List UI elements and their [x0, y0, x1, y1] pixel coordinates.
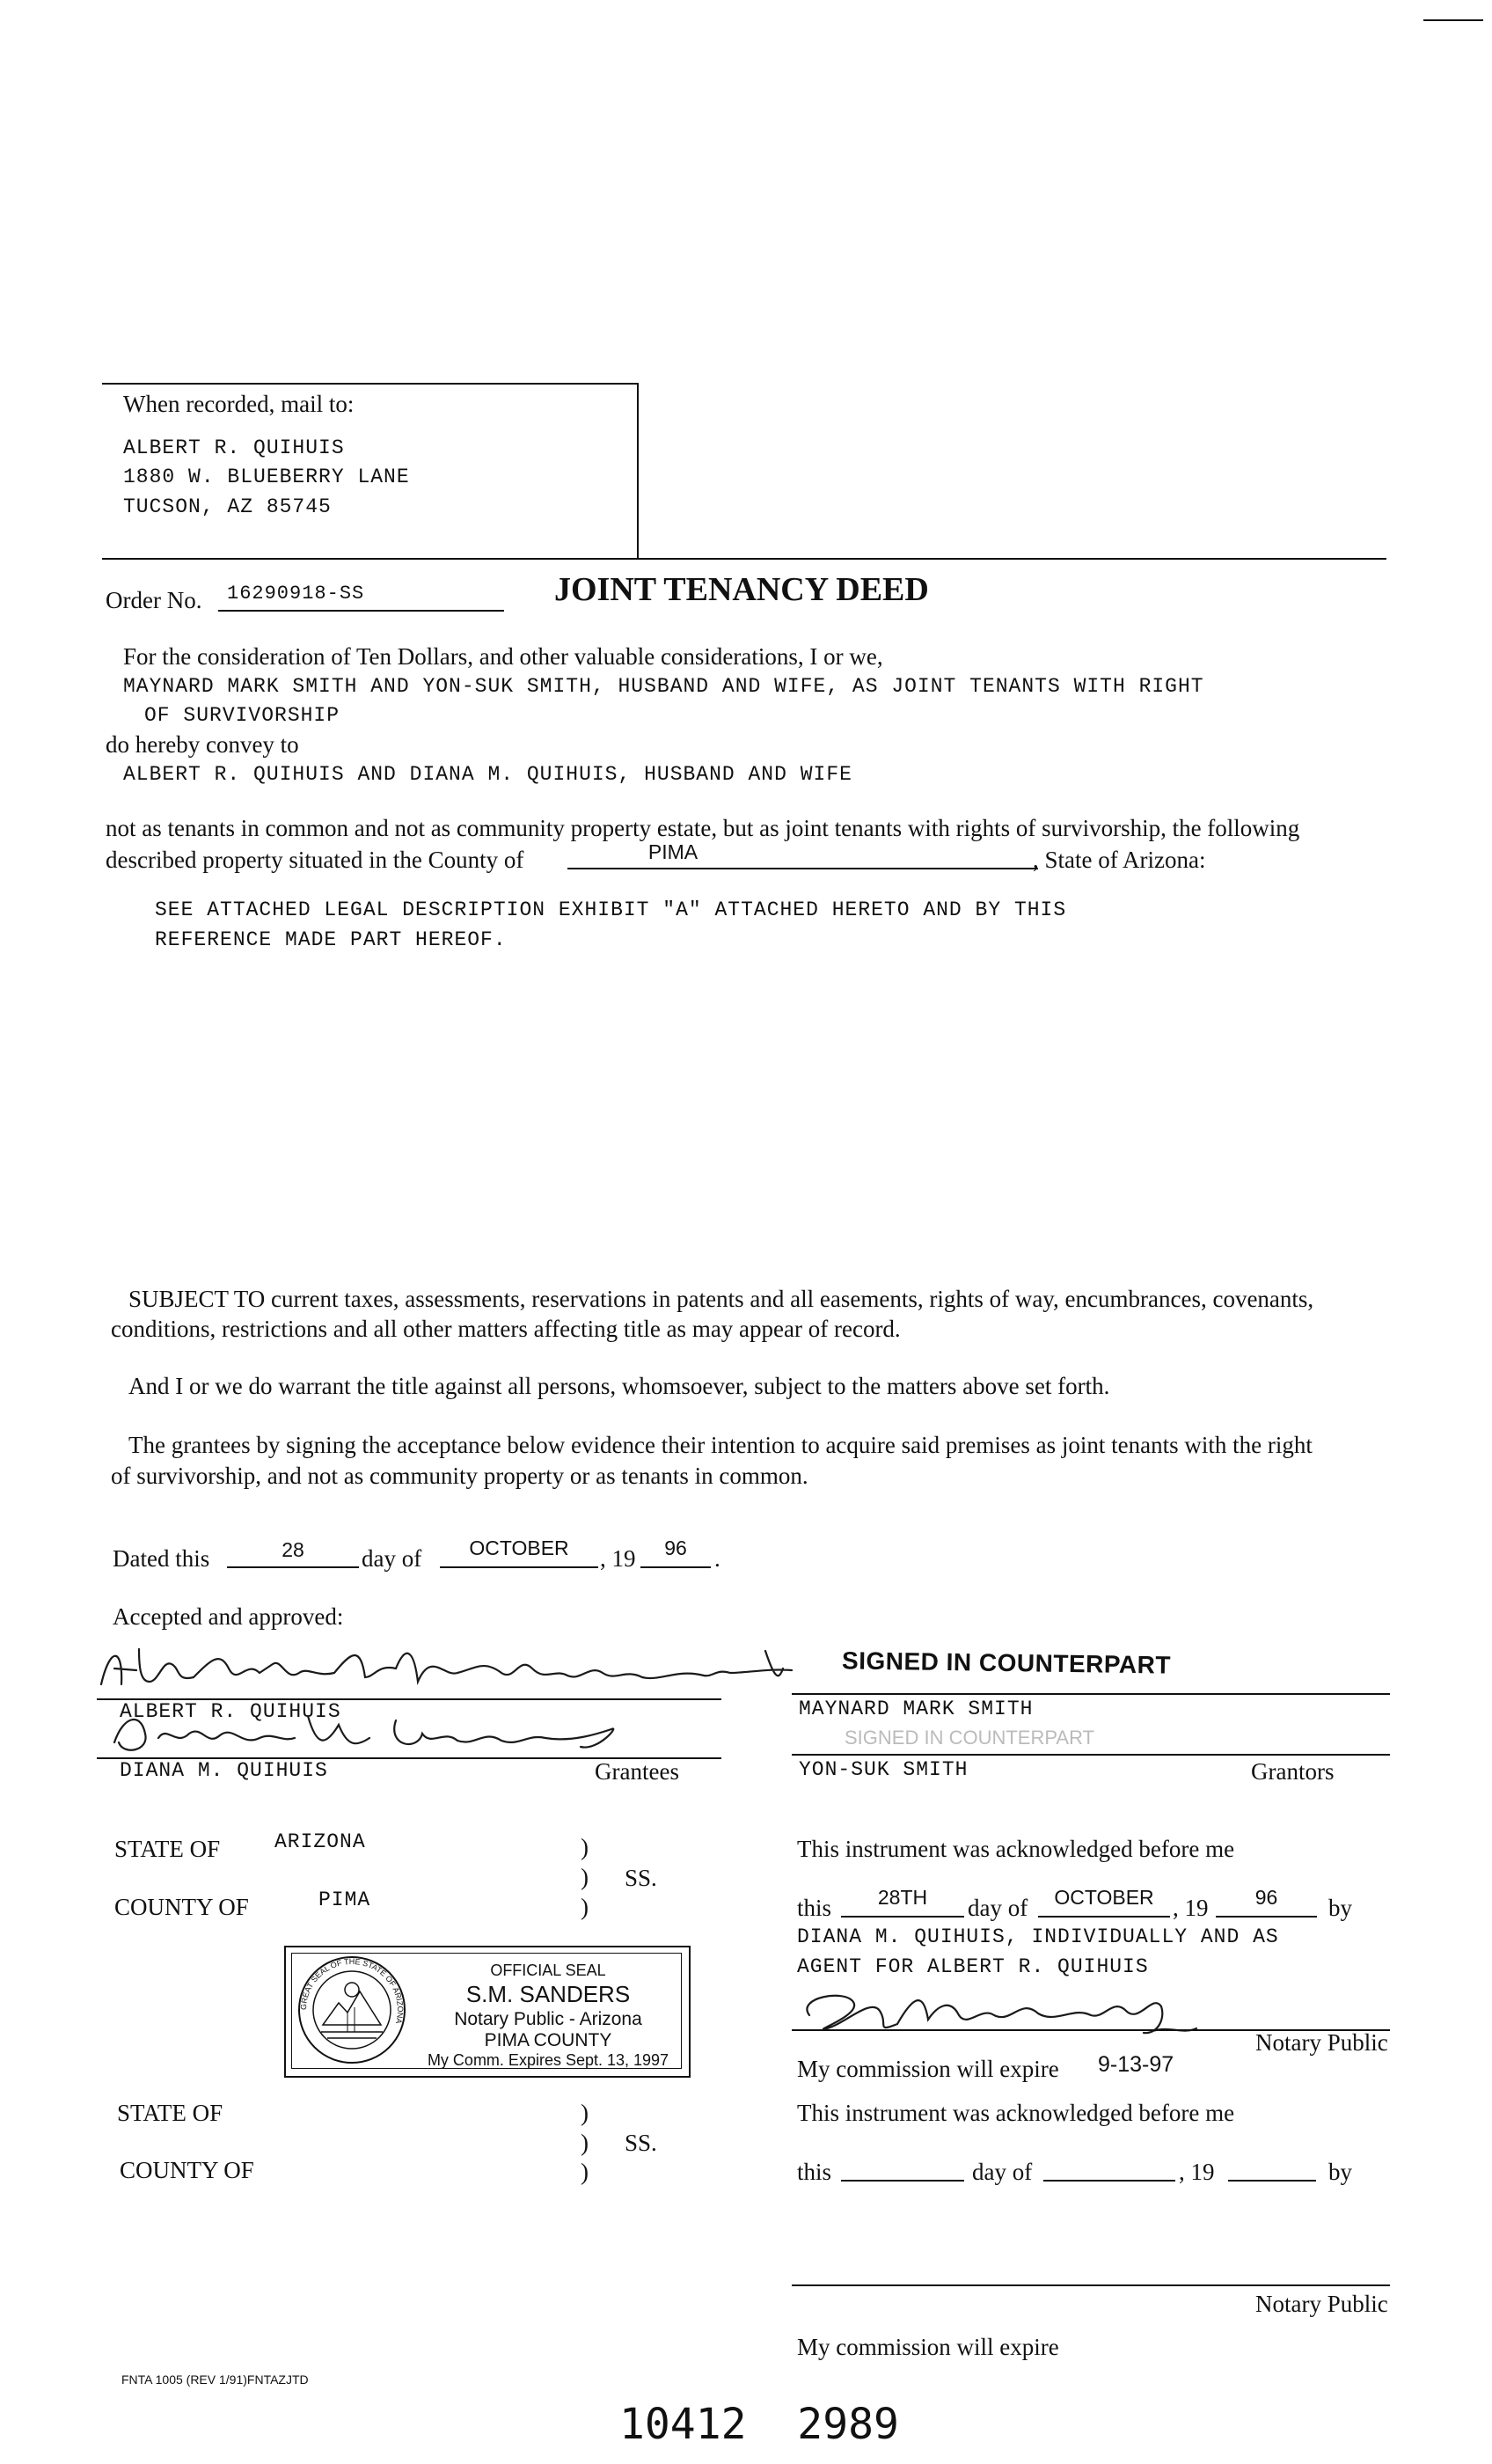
- ack1-paren-2: ): [581, 1864, 589, 1890]
- dated-year-prefix: , 19: [600, 1545, 636, 1572]
- dated-year-line: [640, 1566, 711, 1568]
- ack1-day-line: [841, 1916, 964, 1918]
- grantor-2-faint-stamp: SIGNED IN COUNTERPART: [845, 1727, 1094, 1749]
- convey-text: do hereby convey to: [106, 731, 299, 758]
- tenancy-line-1: not as tenants in common and not as community property estate, but as joint tenants with rights of survivorship, the following: [106, 815, 1300, 841]
- top-right-rule: [1423, 19, 1483, 21]
- ack2-by: by: [1328, 2159, 1352, 2185]
- ack2-paren-1: ): [581, 2100, 589, 2126]
- ack2-day-of: day of: [972, 2159, 1033, 2185]
- notary-official-seal: [284, 1946, 689, 2076]
- ack1-day-value: 28TH: [877, 1886, 928, 1909]
- seal-line-name: S.M. SANDERS: [465, 1981, 631, 2007]
- ack1-by-line-1: DIANA M. QUIHUIS, INDIVIDUALLY AND AS: [797, 1925, 1279, 1948]
- dated-day-of: day of: [362, 1545, 422, 1572]
- dated-month-value: OCTOBER: [469, 1536, 569, 1559]
- ack1-commission-date: 9-13-97: [1098, 2052, 1174, 2077]
- grantees-label: Grantees: [595, 1758, 679, 1785]
- grantors-label: Grantors: [1251, 1758, 1335, 1785]
- grantor-2-signature-line: [792, 1754, 1390, 1756]
- legal-description-line-1: SEE ATTACHED LEGAL DESCRIPTION EXHIBIT "A" ATTACHED HERETO AND BY THIS: [155, 898, 1067, 921]
- seal-line-notary: Notary Public - Arizona: [454, 2009, 642, 2029]
- seal-line-county: PIMA COUNTY: [484, 2030, 612, 2050]
- seal-line-official: OFFICIAL SEAL: [490, 1962, 606, 1979]
- ack2-notary-line: [792, 2284, 1390, 2286]
- order-number-value: 16290918-SS: [227, 583, 365, 605]
- order-number-label: Order No.: [106, 587, 202, 613]
- ack1-year-value: 96: [1254, 1886, 1278, 1909]
- dated-day-value: 28: [282, 1538, 304, 1561]
- legal-description-line-2: REFERENCE MADE PART HEREOF.: [155, 928, 507, 951]
- ack1-this: this: [797, 1895, 832, 1921]
- dated-year-value: 96: [664, 1536, 687, 1559]
- ack1-commission-label: My commission will expire: [797, 2056, 1059, 2082]
- ack1-by-line-2: AGENT FOR ALBERT R. QUIHUIS: [797, 1955, 1149, 1978]
- ack1-month-value: OCTOBER: [1054, 1886, 1154, 1909]
- document-title: JOINT TENANCY DEED: [554, 571, 929, 608]
- grantor-2-name: YON-SUK SMITH: [799, 1758, 969, 1781]
- ack2-this: this: [797, 2159, 832, 2185]
- ack2-commission-label: My commission will expire: [797, 2334, 1059, 2360]
- ack1-state-label: STATE OF: [114, 1836, 221, 1862]
- property-county-line: [567, 868, 1038, 869]
- form-code: FNTA 1005 (REV 1/91)FNTAZJTD: [121, 2372, 309, 2387]
- ack1-year-line: [1216, 1916, 1317, 1918]
- ack1-day-of: day of: [968, 1895, 1028, 1921]
- ack2-day-line: [841, 2180, 964, 2182]
- ack1-year-prefix: , 19: [1173, 1895, 1209, 1921]
- ack2-paren-3: ): [581, 2159, 589, 2185]
- mail-box-top-border: [102, 383, 639, 385]
- tenancy-line-2-suffix: , State of Arizona:: [1033, 847, 1206, 873]
- ack1-notary-label: Notary Public: [1255, 2029, 1388, 2056]
- grantees-note-line-2: of survivorship, and not as community property or as tenants in common.: [111, 1463, 808, 1489]
- ack1-ss: SS.: [625, 1865, 657, 1891]
- accepted-approved-label: Accepted and approved:: [113, 1603, 344, 1630]
- grantee-2-signature: [106, 1707, 633, 1756]
- mail-to-line-3: TUCSON, AZ 85745: [123, 495, 332, 518]
- grantee-1-name: ALBERT R. QUIHUIS: [120, 1700, 341, 1723]
- grantor-1-name: MAYNARD MARK SMITH: [799, 1698, 1034, 1720]
- grantees-names: ALBERT R. QUIHUIS AND DIANA M. QUIHUIS, HUSBAND AND WIFE: [123, 763, 852, 786]
- warrant-text: And I or we do warrant the title against all persons, whomsoever, subject to the matters above set forth.: [128, 1373, 1110, 1399]
- notary-signature: [792, 1980, 1232, 2042]
- ack1-county-value: PIMA: [318, 1888, 371, 1911]
- dated-month-line: [440, 1566, 598, 1568]
- ack2-month-line: [1043, 2180, 1175, 2182]
- grantee-1-signature: [97, 1642, 827, 1695]
- ack2-notary-label: Notary Public: [1255, 2291, 1388, 2317]
- ack1-state-value: ARIZONA: [274, 1830, 366, 1853]
- header-divider: [102, 558, 1386, 560]
- grantors-names-line-1: MAYNARD MARK SMITH AND YON-SUK SMITH, HUSBAND AND WIFE, AS JOINT TENANTS WITH RIGHT: [123, 675, 1204, 698]
- seal-line-expires: My Comm. Expires Sept. 13, 1997: [427, 2051, 669, 2069]
- grantee-2-name: DIANA M. QUIHUIS: [120, 1759, 328, 1782]
- mail-to-line-2: 1880 W. BLUEBERRY LANE: [123, 466, 410, 488]
- signed-in-counterpart-stamp: SIGNED IN COUNTERPART: [841, 1646, 1172, 1679]
- dated-day-line: [227, 1566, 359, 1568]
- ack2-ss: SS.: [625, 2130, 657, 2156]
- dated-end: .: [714, 1545, 720, 1572]
- grantees-note-line-1: The grantees by signing the acceptance below evidence their intention to acquire said premises as joint tenants with the right: [128, 1432, 1313, 1458]
- tenancy-line-2-prefix: described property situated in the County of: [106, 847, 524, 873]
- mail-box-right-border: [637, 383, 639, 559]
- ack1-acknowledged-text: This instrument was acknowledged before me: [797, 1836, 1235, 1862]
- consideration-intro: For the consideration of Ten Dollars, and other valuable considerations, I or we,: [123, 643, 883, 670]
- ack2-year-line: [1228, 2180, 1316, 2182]
- ack1-month-line: [1038, 1916, 1170, 1918]
- ack2-paren-2: ): [581, 2130, 589, 2156]
- ack2-acknowledged-text: This instrument was acknowledged before me: [797, 2100, 1235, 2126]
- ack1-paren-1: ): [581, 1834, 589, 1860]
- arizona-state-seal-emblem: [296, 1954, 407, 2065]
- seal-emblem-text: GREAT SEAL OF THE STATE OF ARIZONA: [298, 1956, 406, 2025]
- subject-to-line-2: conditions, restrictions and all other matters affecting title as may appear of record.: [111, 1316, 901, 1342]
- ack1-paren-3: ): [581, 1894, 589, 1920]
- svg-text:GREAT SEAL OF THE STATE OF ARI: [299, 1957, 405, 2025]
- ack1-county-label: COUNTY OF: [114, 1894, 249, 1920]
- ack2-county-label: COUNTY OF: [120, 2157, 254, 2183]
- order-number-line: [218, 610, 504, 612]
- ack2-year-prefix: , 19: [1179, 2159, 1215, 2185]
- grantor-1-signature-line: [792, 1693, 1390, 1695]
- mail-to-line-1: ALBERT R. QUIHUIS: [123, 436, 345, 459]
- ack2-state-label: STATE OF: [117, 2100, 223, 2126]
- property-county-value: PIMA: [647, 840, 698, 863]
- ack1-by: by: [1328, 1895, 1352, 1921]
- subject-to-line-1: SUBJECT TO current taxes, assessments, reservations in patents and all easements, rights of way, encumbrances, covenants,: [128, 1286, 1314, 1312]
- mail-to-label: When recorded, mail to:: [123, 391, 355, 417]
- dated-prefix: Dated this: [113, 1545, 210, 1572]
- recording-number: 10412 2989: [619, 2400, 899, 2449]
- grantors-names-line-2: OF SURVIVORSHIP: [144, 704, 340, 727]
